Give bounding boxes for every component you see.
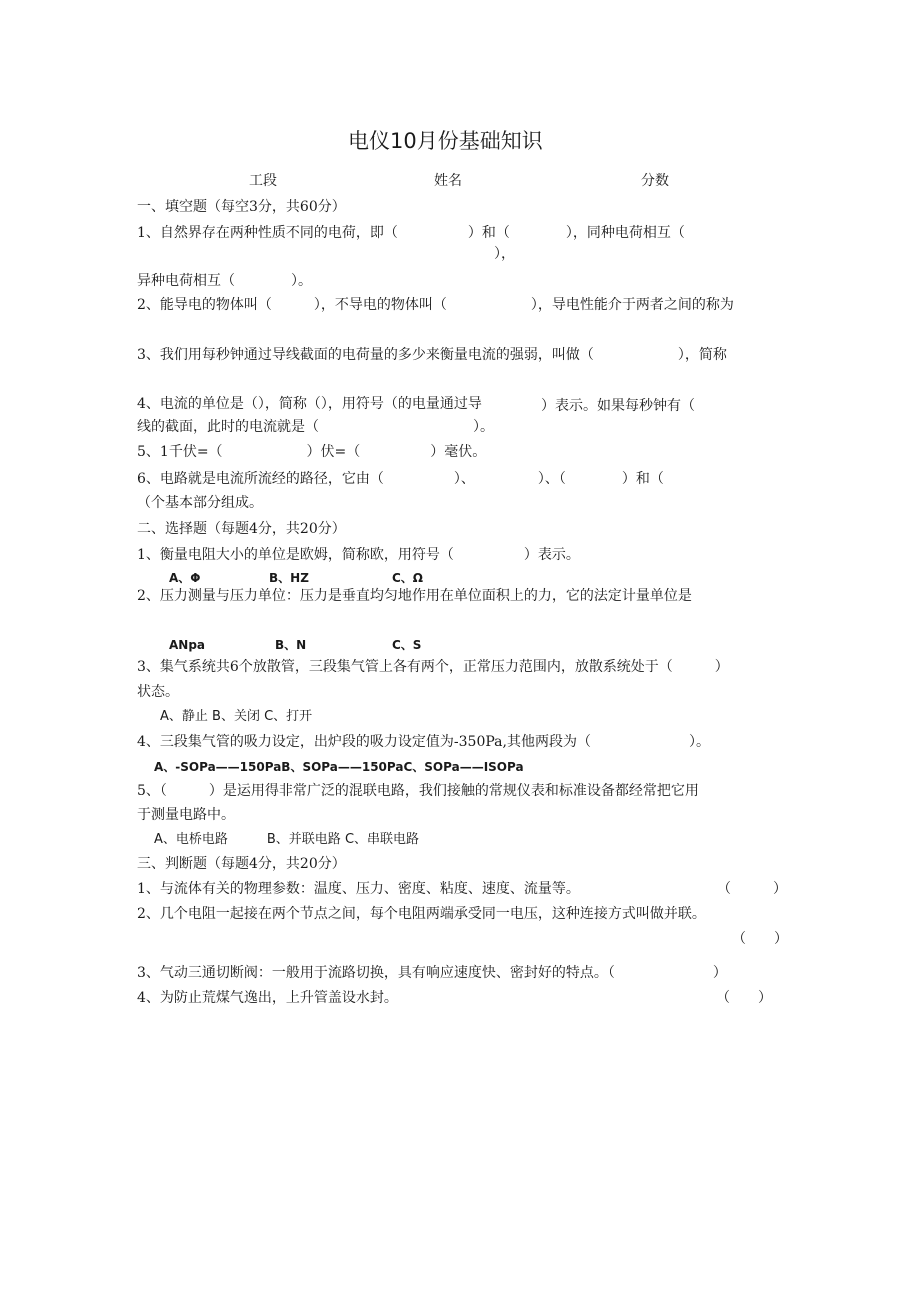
q1-5-line: 5、1千伏=（ ）伏=（ ）毫伏。 [137,444,487,460]
q1-3-line: 3、我们用每秒钟通过导线截面的电荷量的多少来衡量电流的强弱，叫做（ ），简称 [137,347,727,363]
q2-1-line: 1、衡量电阻大小的单位是欧姆，简称欧，用符号（ ）表示。 [137,547,580,563]
q2-1-option-a: A、Φ [169,571,201,585]
q3-2-line: 2、几个电阻一起接在两个节点之间，每个电阻两端承受同一电压，这种连接方式叫做并联。 [137,906,706,922]
q2-5-options: A、电桥电路 B、并联电路 C、串联电路 [154,832,420,847]
part-2-heading: 二、选择题（每题4分，共20分） [137,521,346,537]
q2-2-option-b: B、N [275,638,307,652]
q2-2-option-c: C、S [392,638,422,652]
q1-1-line-b: ）， [494,246,515,262]
field-score-label: 分数 [641,173,669,189]
q2-5-line-a: 5、（ ）是运用得非常广泛的混联电路，我们接触的常规仪表和标准设备都经常把它用 [137,783,699,799]
q2-1-option-b: B、HZ [269,571,309,585]
q1-4-line-a: 4、电流的单位是（），简称（），用符号（的电量通过导 [137,396,482,412]
q1-2-line: 2、能导电的物体叫（ ），不导电的物体叫（ ），导电性能介于两者之间的称为 [137,297,734,313]
q2-3-line-a: 3、集气系统共6个放散管，三段集气管上各有两个，正常压力范围内，放散系统处于（ ） [137,659,729,675]
part-1-heading: 一、填空题（每空3分，共60分） [137,199,346,215]
q1-6-line-b: （个基本部分组成。 [137,495,263,511]
field-name-label: 姓名 [434,173,462,189]
q2-3-options: A、静止 B、关闭 C、打开 [160,709,313,724]
q3-4-answer-blank: （ ） [716,990,772,1006]
q2-3-line-b: 状态。 [137,684,179,700]
q1-4-line-b: ）表示。如果每秒钟有（ [541,398,695,414]
q1-6-line-a: 6、电路就是电流所流经的路径，它由（ ）、 ）、（ ）和（ [137,471,664,487]
q2-5-line-b: 于测量电路中。 [137,807,235,823]
q3-1-line: 1、与流体有关的物理参数：温度、压力、密度、粘度、速度、流量等。 [137,881,580,897]
q2-2-option-a: ANpa [169,638,206,652]
field-section-label: 工段 [249,173,277,189]
q2-4-line: 4、三段集气管的吸力设定，出炉段的吸力设定值为-350Pa,其他两段为（ ）。 [137,734,710,750]
q3-1-answer-blank: （ ） [717,881,787,897]
q1-4-line-c: 线的截面，此时的电流就是（ ）。 [137,419,494,435]
q2-1-option-c: C、Ω [392,571,424,585]
part-3-heading: 三、判断题（每题4分，共20分） [137,856,346,872]
q3-4-line: 4、为防止荒煤气逸出，上升管盖设水封。 [137,990,398,1006]
q2-4-options: A、-SOPa——150PaB、SOPa——150PaC、SOPa——ISOPa [154,760,524,774]
q3-3-line: 3、气动三通切断阀：一般用于流路切换，具有响应速度快、密封好的特点。（ ） [137,965,727,981]
q2-2-line: 2、压力测量与压力单位：压力是垂直均匀地作用在单位面积上的力，它的法定计量单位是 [137,588,692,604]
q3-2-answer-blank: （ ） [732,931,788,947]
page-title: 电仪10月份基础知识 [348,129,543,153]
q1-1-line-a: 1、自然界存在两种性质不同的电荷，即（ ）和（ ），同种电荷相互（ [137,225,685,241]
q1-1-line-c: 异种电荷相互（ ）。 [137,273,312,289]
